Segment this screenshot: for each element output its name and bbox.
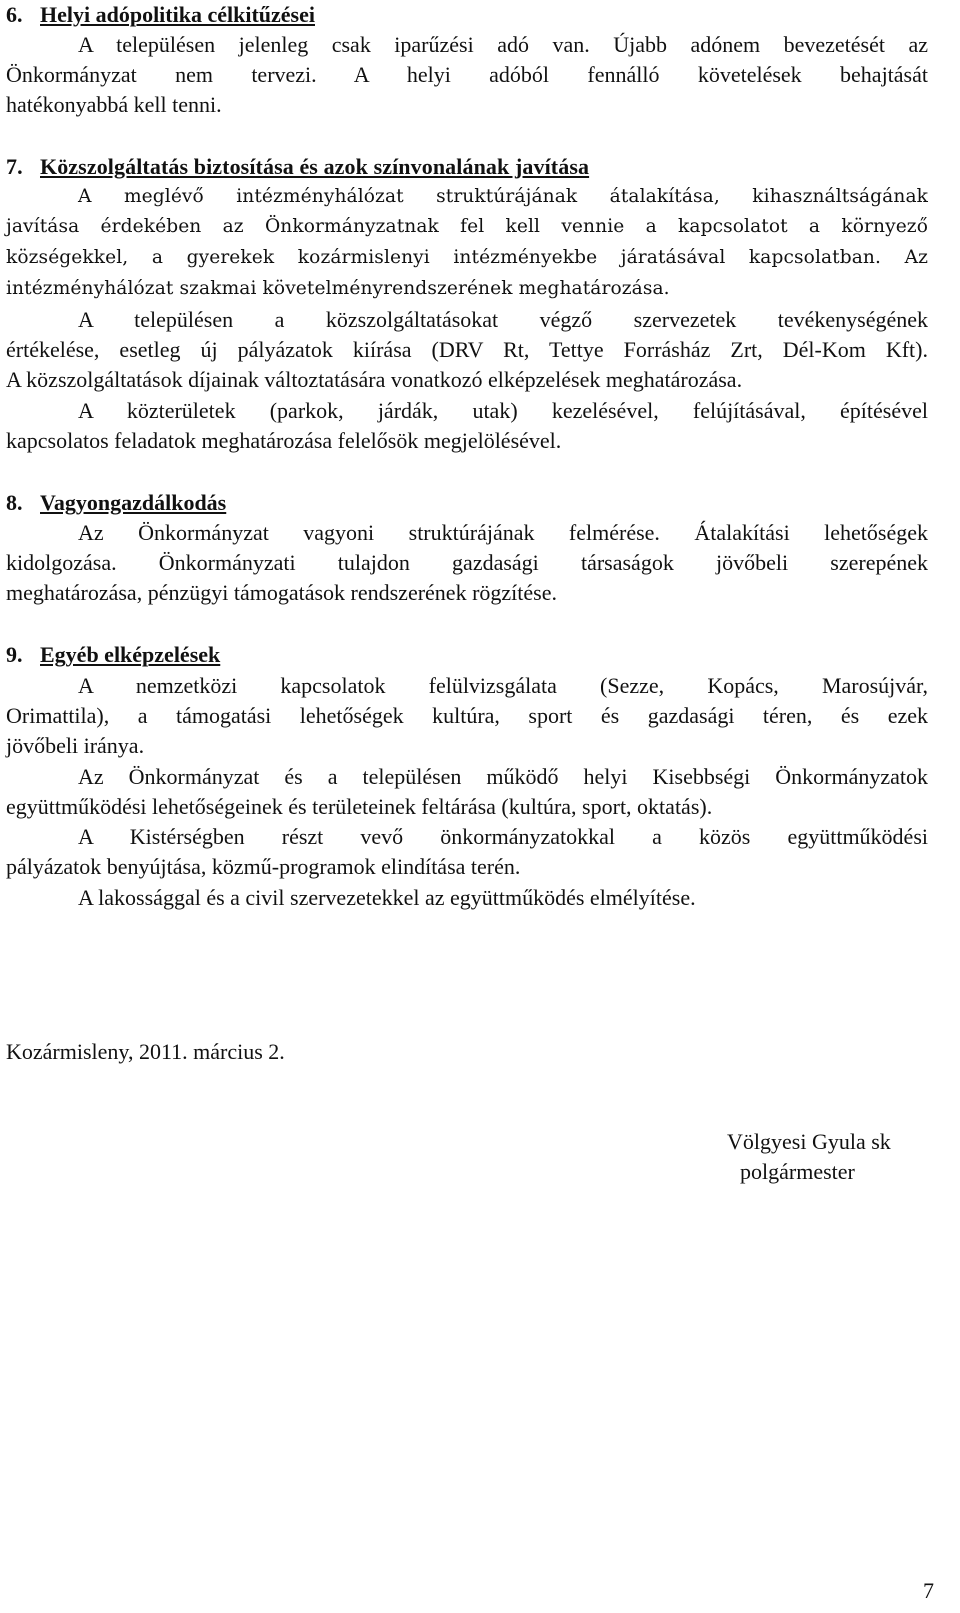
- section-9-line-6: A Kistérségben részt vevő önkormányzatokkal a közös együttműködési: [78, 824, 928, 849]
- section-8-title: Vagyongazdálkodás: [40, 490, 227, 515]
- section-7-line-9: kapcsolatos feladatok meghatározása felelősök megjelölésével.: [6, 428, 562, 453]
- section-7-heading: [6, 152, 928, 182]
- section-8-line-1: Az Önkormányzat vagyoni struktúrájának felmérése. Átalakítási lehetőségek: [78, 520, 928, 545]
- signer-role: polgármester: [740, 1159, 855, 1184]
- section-7-line-8: A közterületek (parkok, járdák, utak) kezelésével, felújításával, építésével: [78, 398, 928, 423]
- section-6-heading: [6, 0, 928, 30]
- signer-name: Völgyesi Gyula sk: [727, 1129, 891, 1154]
- section-9-title: Egyéb elképzelések: [40, 642, 221, 667]
- section-6-line-3: hatékonyabbá kell tenni.: [6, 92, 222, 117]
- section-7-line-2: javítása érdekében az Önkormányzatnak fel kell vennie a kapcsolatot a környező: [6, 216, 928, 237]
- section-8-heading: [6, 488, 928, 518]
- section-9-line-8: A lakossággal és a civil szervezetekkel az együttműködés elmélyítése.: [78, 885, 696, 910]
- section-8-number: 8.: [6, 490, 23, 515]
- section-7-line-6: értékelése, esetleg új pályázatok kiírása (DRV Rt, Tettye Forrásház Zrt, Dél-Kom Kft).: [6, 337, 928, 362]
- section-9-line-7: pályázatok benyújtása, közmű-programok elindítása terén.: [6, 854, 521, 879]
- section-7-number: 7.: [6, 154, 23, 179]
- section-6-number: 6.: [6, 2, 23, 27]
- section-6-line-1: A településen jelenleg csak iparűzési adó van. Újabb adónem bevezetését az: [78, 32, 928, 57]
- section-9-line-2: Orimattila), a támogatási lehetőségek kultúra, sport és gazdasági téren, és ezek: [6, 703, 928, 728]
- section-8-line-2: kidolgozása. Önkormányzati tulajdon gazdasági társaságok jövőbeli szerepének: [6, 550, 928, 575]
- section-6-line-2: Önkormányzat nem tervezi. A helyi adóból fennálló követelések behajtását: [6, 62, 928, 87]
- section-9-line-1: A nemzetközi kapcsolatok felülvizsgálata (Sezze, Kopács, Marosújvár,: [78, 673, 928, 698]
- section-7-line-7: A közszolgáltatások díjainak változtatására vonatkozó elképzelések meghatározása.: [6, 367, 743, 392]
- section-8-line-3: meghatározása, pénzügyi támogatások rendszerének rögzítése.: [6, 580, 557, 605]
- page-number: 7: [923, 1578, 934, 1603]
- section-9-number: 9.: [6, 642, 23, 667]
- section-9-heading: [6, 640, 928, 670]
- section-7-line-5: A településen a közszolgáltatásokat végző szervezetek tevékenységének: [78, 307, 928, 332]
- section-7-line-4: intézményhálózat szakmai követelményrendszerének meghatározása.: [6, 278, 670, 299]
- section-7-title: Közszolgáltatás biztosítása és azok színvonalának javítása: [40, 154, 590, 179]
- section-7-line-3: községekkel, a gyerekek kozármislenyi intézményekbe járatásával kapcsolatban. Az: [6, 247, 928, 268]
- section-9-line-5: együttműködési lehetőségeinek és területeinek feltárása (kultúra, sport, oktatás).: [6, 794, 713, 819]
- section-7-line-1: A meglévő intézményhálózat struktúrájának átalakítása, kihasználtságának: [78, 186, 928, 207]
- place-and-date: Kozármisleny, 2011. március 2.: [6, 1039, 285, 1064]
- section-9-line-4: Az Önkormányzat és a településen működő helyi Kisebbségi Önkormányzatok: [78, 764, 928, 789]
- section-9-line-3: jövőbeli iránya.: [6, 733, 145, 758]
- section-6-title: Helyi adópolitika célkitűzései: [40, 2, 315, 27]
